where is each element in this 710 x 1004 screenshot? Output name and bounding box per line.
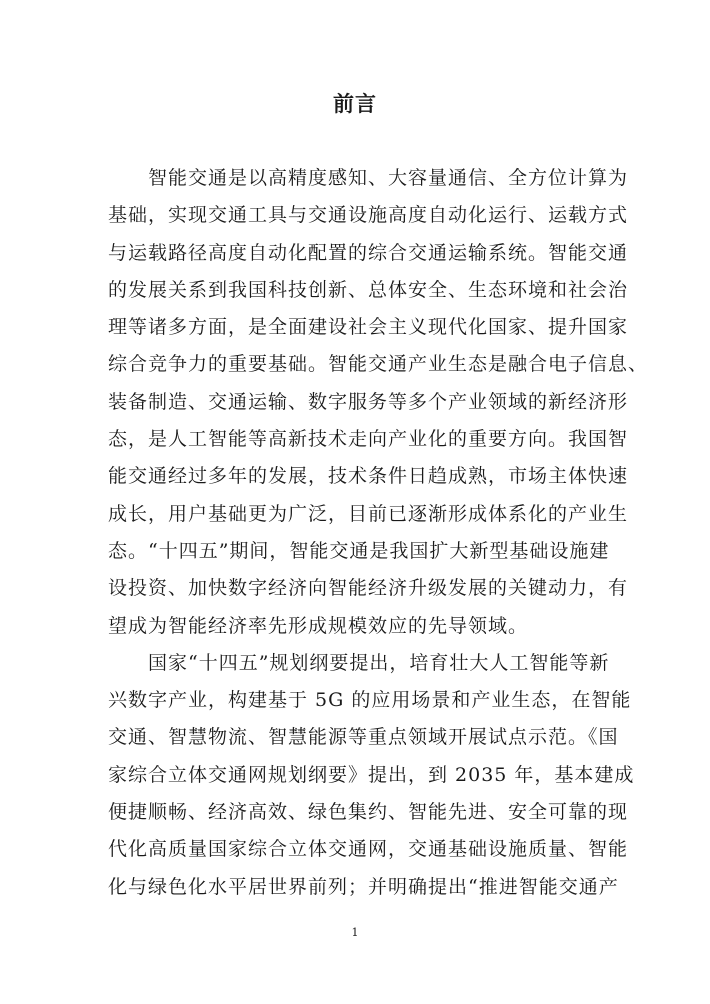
- paragraph-2-line-1: 国家“十四五”规划纲要提出，培育壮大人工智能等新: [148, 651, 610, 674]
- paragraph-1-line-13: 望成为智能经济率先形成规模效应的先导领域。: [108, 614, 529, 637]
- paragraph-1-line-2: 基础，实现交通工具与交通设施高度自动化运行、运载方式: [108, 204, 629, 227]
- paragraph-2-line-2: 兴数字产业，构建基于 5G 的应用场景和产业生态，在智能: [108, 689, 632, 712]
- paragraph-2-line-7: 化与绿色化水平居世界前列；并明确提出“推进智能交通产: [108, 875, 619, 898]
- paragraph-1-line-7: 装备制造、交通运输、数字服务等多个产业领域的新经济形: [108, 390, 629, 413]
- paragraph-1-line-10: 成长，用户基础更为广泛，目前已逐渐形成体系化的产业生: [108, 502, 629, 525]
- page-title: 前言: [333, 92, 377, 116]
- paragraph-1-line-12: 设投资、加快数字经济向智能经济升级发展的关键动力，有: [108, 577, 629, 600]
- paragraph-1-line-11: 态。“十四五”期间，智能交通是我国扩大新型基础设施建: [108, 539, 610, 562]
- paragraph-1-line-8: 态，是人工智能等高新技术走向产业化的重要方向。我国智: [108, 428, 629, 451]
- paragraph-1-line-9: 能交通经过多年的发展，技术条件日趋成熟，市场主体快速: [108, 465, 629, 488]
- paragraph-1-line-5: 理等诸多方面，是全面建设社会主义现代化国家、提升国家: [108, 316, 629, 339]
- paragraph-1-line-6: 综合竞争力的重要基础。智能交通产业生态是融合电子信息、: [108, 353, 649, 376]
- paragraph-1-line-3: 与运载路径高度自动化配置的综合交通运输系统。智能交通: [108, 241, 629, 264]
- page-number: 1: [351, 926, 359, 939]
- paragraph-2-line-5: 便捷顺畅、经济高效、绿色集约、智能先进、安全可靠的现: [108, 801, 629, 824]
- paragraph-1-line-4: 的发展关系到我国科技创新、总体安全、生态环境和社会治: [108, 278, 629, 301]
- paragraph-2-line-6: 代化高质量国家综合立体交通网，交通基础设施质量、智能: [108, 838, 629, 861]
- document-body: [108, 160, 649, 906]
- paragraph-2-line-3: 交通、智慧物流、智慧能源等重点领域开展试点示范。《国: [108, 726, 619, 749]
- paragraph-1-line-1: 智能交通是以高精度感知、大容量通信、全方位计算为: [148, 167, 629, 189]
- paragraph-2-line-4: 家综合立体交通网规划纲要》提出，到 2035 年，基本建成: [108, 763, 635, 786]
